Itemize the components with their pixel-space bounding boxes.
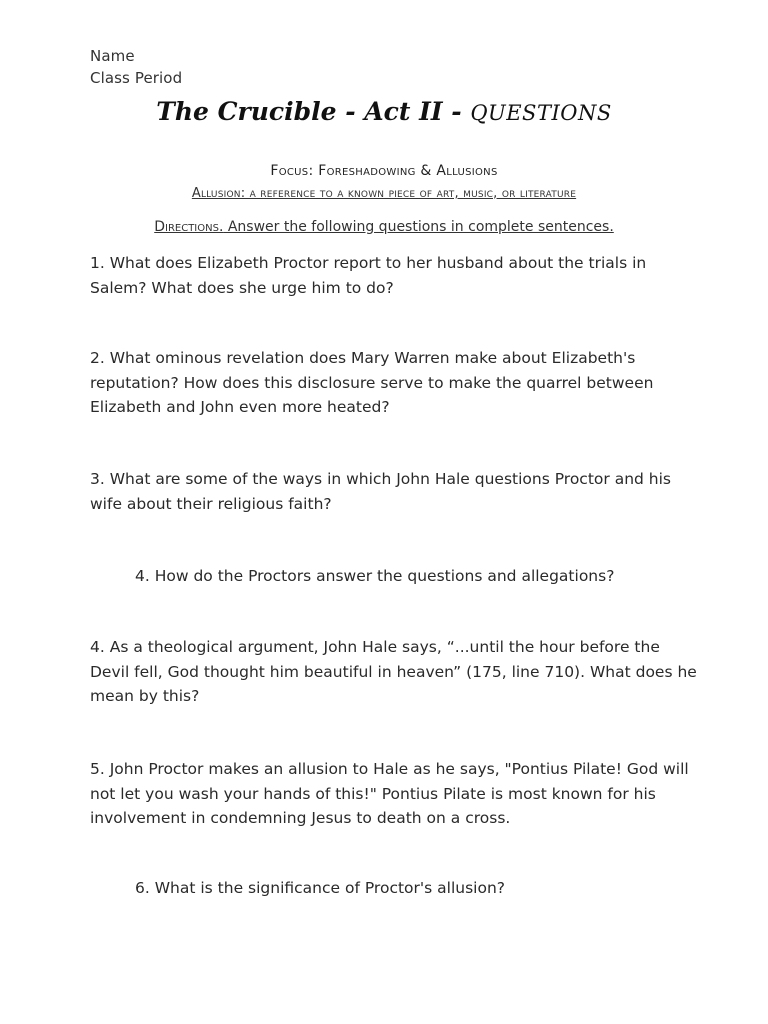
page-title	[0, 97, 768, 126]
allusion-definition: Allusion: a reference to a known piece of art, music, or literature	[191, 186, 577, 201]
title-main: The Crucible - Act II -	[156, 97, 471, 126]
question-1: 1. What does Elizabeth Proctor report to her husband about the trials in Salem? What does she urge him to do?	[90, 254, 647, 297]
question-2: 2. What ominous revelation does Mary Warren make about Elizabeth's reputation? How does this disclosure serve to make the quarrel between Elizabeth and John even more heated?	[90, 349, 654, 416]
focus-heading: Focus: Foreshadowing & Allusions	[270, 163, 498, 179]
question-4a: 4. How do the Proctors answer the questions and allegations?	[135, 567, 615, 585]
directions-label: Directions.	[154, 219, 224, 235]
question-3: 3. What are some of the ways in which John Hale questions Proctor and his wife about their religious faith?	[90, 470, 671, 513]
question-5: 5. John Proctor makes an allusion to Hale as he says, "Pontius Pilate! God will not let you wash your hands of this!" Pontius Pilate is most known for his involvement in condemning Jesus to death on a cross.	[90, 760, 689, 827]
name-label: Name	[90, 47, 135, 65]
directions-text: Answer the following questions in complete sentences.	[223, 219, 614, 235]
question-4b: 4. As a theological argument, John Hale says, “...until the hour before the Devil fell, God thought him beautiful in heaven” (175, line 710). What does he mean by this?	[90, 638, 697, 705]
directions	[0, 219, 768, 235]
class-period-label: Class Period	[90, 69, 183, 87]
question-6: 6. What is the significance of Proctor's allusion?	[135, 879, 506, 897]
title-sub: QUESTIONS	[470, 101, 612, 125]
